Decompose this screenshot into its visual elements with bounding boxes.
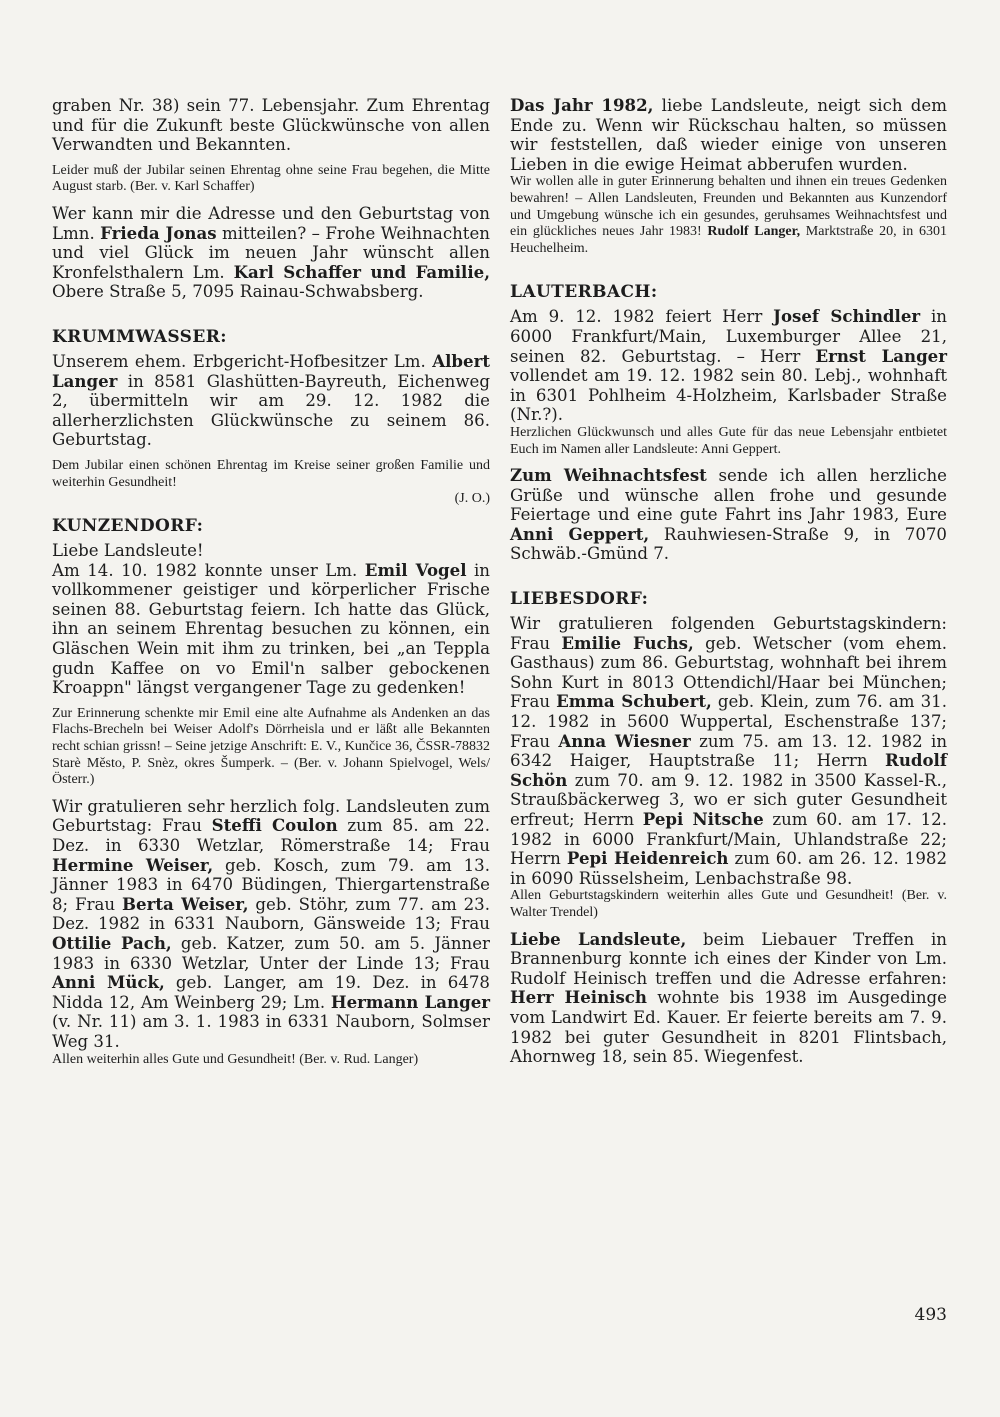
text: vollendet am 19. 12. 1982 sein 80. Lebj., wohnhaft in 6301 Pohlheim 4-Holzheim, Karlsbader Straße (Nr.?). [510,366,947,425]
name: Emilie Fuchs, [561,632,694,653]
name: Ottilie Pach, [52,932,172,953]
paragraph [52,96,490,155]
name: Emil Vogel [364,559,467,580]
text: geb. Wetscher (vom ehem. Gasthaus) zum 86. Geburtstag, wohnhaft bei ihrem Sohn Kurt in 8013 Ottendichl/Haar bei München; Frau [510,633,947,712]
text: Wir gratulieren sehr herzlich folg. Landsleuten zum Geburtstag: Frau [52,796,490,836]
paragraph [510,466,947,564]
name: Anni Mück, [52,972,165,993]
text: Am 14. 10. 1982 konnte unser Lm. [52,560,365,580]
name: Emma Schubert, [556,691,712,712]
text: Wir wollen alle in guter Erinnerung behalten und ihnen ein treues Gedenken bewahren! – Allen Landsleuten, Freunden und Bekannten aus Kunzendorf und Umgebung wünsche ich ein gesundes, geruhsames Weihnachtsfest und ein glückliches neues Jahr 1983! [510,174,947,240]
text: Herzlichen Glückwunsch und alles Gute für das neue Lebensjahr entbietet Euch im Namen aller Landsleute: Anni Geppert. [510,424,947,457]
left-column [52,96,490,1076]
text: zum 60. am 26. 12. 1982 in 6090 Rüsselsheim, Lenbachstraße 98. [510,849,948,888]
section-heading-kunzendorf: KUNZENDORF: [52,516,204,537]
text: in 6000 Frankfurt/Main, Luxemburger Allee 21, seinen 82. Geburtstag. – Herr [510,307,947,366]
text: geb. Klein, zum 76. am 31. 12. 1982 in 5600 Wuppertal, Eschenstraße 137; Frau [510,692,947,751]
name: Pepi Heidenreich [566,848,729,869]
text: Leider muß der Jubilar seinen Ehrentag ohne seine Frau begehen, die Mitte August starb. (Ber. v. Karl Schaffer) [52,162,490,195]
paragraph [510,614,947,888]
text: Obere Straße 5, 7095 Rainau-Schwabsberg. [52,282,424,302]
name: Steffi Coulon [211,815,338,836]
text: Marktstraße 20, in 6301 Heuchelheim. [510,224,947,256]
name: Anna Wiesner [558,730,691,751]
text: Unserem ehem. Erbgericht-Hofbesitzer Lm. [52,351,433,371]
note [510,174,947,257]
right-column [510,96,947,1067]
name: Pepi Nitsche [642,809,764,829]
text: geb. Katzer, zum 50. am 5. Jänner 1983 in 6330 Wetzlar, Unter der Linde 13; Frau [52,933,490,973]
note [510,888,947,921]
note [52,706,490,789]
name: Ernst Langer [815,345,947,366]
note [510,425,947,458]
text: zum 75. am 13. 12. 1982 in 6342 Haiger, Hauptstraße 11; Herrn [510,731,948,771]
paragraph [510,930,947,1067]
text: Wir gratulieren folgenden Geburtstagskindern: Frau [510,614,947,653]
name: Frieda Jonas [100,222,217,243]
text: geb. Stöhr, zum 77. am 23. Dez. 1982 in 6331 Nauborn, Gänsweide 13; Frau [52,894,490,934]
text: graben Nr. 38) sein 77. Lebensjahr. Zum Ehrentag und für die Zukunft beste Glückwünsche von allen Verwandten und Bekannten. [52,96,490,155]
name: Anni Geppert, [510,523,650,544]
text: Allen Geburtstagskindern weiterhin alles Gute und Gesundheit! (Ber. v. Walter Trendel) [510,888,947,920]
name: Josef Schindler [773,306,921,327]
name: Liebe Landsleute, [510,928,687,949]
note [52,163,490,196]
name: Das Jahr 1982, [510,95,654,115]
section-heading-krummwasser: KRUMMWASSER: [52,326,227,347]
section-heading-liebesdorf: LIEBESDORF: [510,589,649,610]
text: zum 85. am 22. Dez. in 6330 Wetzlar, Römerstraße 14; Frau [52,816,491,855]
name: Zum Weihnachtsfest [510,465,707,486]
text: zum 70. am 9. 12. 1982 in 3500 Kassel-R., Straußbäckerweg 3, wo er sich guter Gesundheit erfreut; Herrn [510,770,947,829]
paragraph [510,96,947,174]
text: zum 60. am 17. 12. 1982 in 6000 Frankfurt/Main, Uhlandstraße 22; Herrn [510,810,947,869]
page-number: 493 [914,1305,947,1325]
text: mitteilen? – Frohe Weihnachten und viel Glück im neuen Jahr wünscht allen Kronfelsthalern Lm. [52,223,490,282]
paragraph [52,352,490,450]
name: Herr Heinisch [510,987,647,1008]
paragraph: Liebe Landsleute! [52,541,204,561]
name: Albert Langer [52,350,490,391]
text: Am 9. 12. 1982 feiert Herr [510,307,774,327]
paragraph [52,204,490,302]
text: beim Liebauer Treffen in Brannenburg konnte ich eines der Kinder von Lm. Rudolf Heinisch treffen und die Adresse erfahren: [510,929,947,988]
name: Rudolf Schön [510,750,947,790]
name: Karl Schaffer und Familie, [233,261,490,282]
text: in vollkommener geistiger und körperlicher Frische seinen 88. Geburtstag feiern. Ich hatte das Glück, ihn an seinem Ehrentag besuchen zu können, ein Gläschen Wein mit ihm zu trinken, bei „an Teppla gudn Kaffee on vo Emil'n salber gebockenen Kroappn" längst vergangener Tage zu gedenken! [52,560,490,698]
name: Hermann Langer [330,991,490,1012]
paragraph [510,307,947,425]
name: Hermine Weiser, [52,854,214,875]
text: liebe Landsleute, neigt sich dem Ende zu. Wenn wir Rückschau halten, so müssen wir feststellen, daß wieder einige von unseren Lieben in die ewige Heimat abberufen wurden. [510,96,947,174]
signature: (J. O.) [454,491,490,507]
name: Rudolf Langer, [707,224,801,240]
text: Wer kann mir die Adresse und den Geburtstag von Lmn. [52,203,490,243]
text: Rauhwiesen-Straße 9, in 7070 Schwäb.-Gmünd 7. [510,524,947,564]
text: geb. Langer, am 19. Dez. in 6478 Nidda 12, Am Weinberg 29; Lm. [52,973,490,1012]
section-heading-lauterbach: LAUTERBACH: [510,282,658,303]
text: Zur Erinnerung schenkte mir Emil eine alte Aufnahme als Andenken an das Flachs-Brecheln bei Weiser Adolf's Dörrheisla und er läßt alle Bekannten recht schian grissn! – Seine jetzige Anschrift: E. V., Kunčice 36, ČSSR-78832 Starè Město, P. Snèz, okres Šumperk. – (Ber. v. Johann Spielvogel, Wels/Österr.) [52,705,490,788]
text: Dem Jubilar einen schönen Ehrentag im Kreise seiner großen Familie und weiterhin Gesundheit! [52,457,490,490]
name: Berta Weiser, [122,893,249,914]
text: Allen weiterhin alles Gute und Gesundheit! (Ber. v. Rud. Langer) [52,1051,419,1067]
text: (v. Nr. 11) am 3. 1. 1983 in 6331 Nauborn, Solmser Weg 31. [52,1012,490,1051]
note [52,458,490,491]
paragraph [52,797,490,1052]
text: wohnte bis 1938 im Ausgedinge vom Landwirt Ed. Kauer. Er feierte bereits am 7. 9. 1982 bei guter Gesundheit in 8201 Flintsbach, Ahornweg 18, sein 85. Wiegenfest. [510,988,947,1067]
text: in 8581 Glashütten-Bayreuth, Eichenweg 2, übermitteln wir am 29. 12. 1982 die allerherzlichsten Glückwünsche zu seinem 86. Geburtstag. [52,371,490,450]
text: geb. Kosch, zum 79. am 13. Jänner 1983 in 6470 Büdingen, Thiergartenstraße 8; Frau [52,855,490,914]
text: sende ich allen herzliche Grüße und wünsche allen frohe und gesunde Feiertage und eine gute Fahrt ins Jahr 1983, Eure [510,466,947,525]
paragraph [52,561,490,698]
note [52,1052,490,1069]
